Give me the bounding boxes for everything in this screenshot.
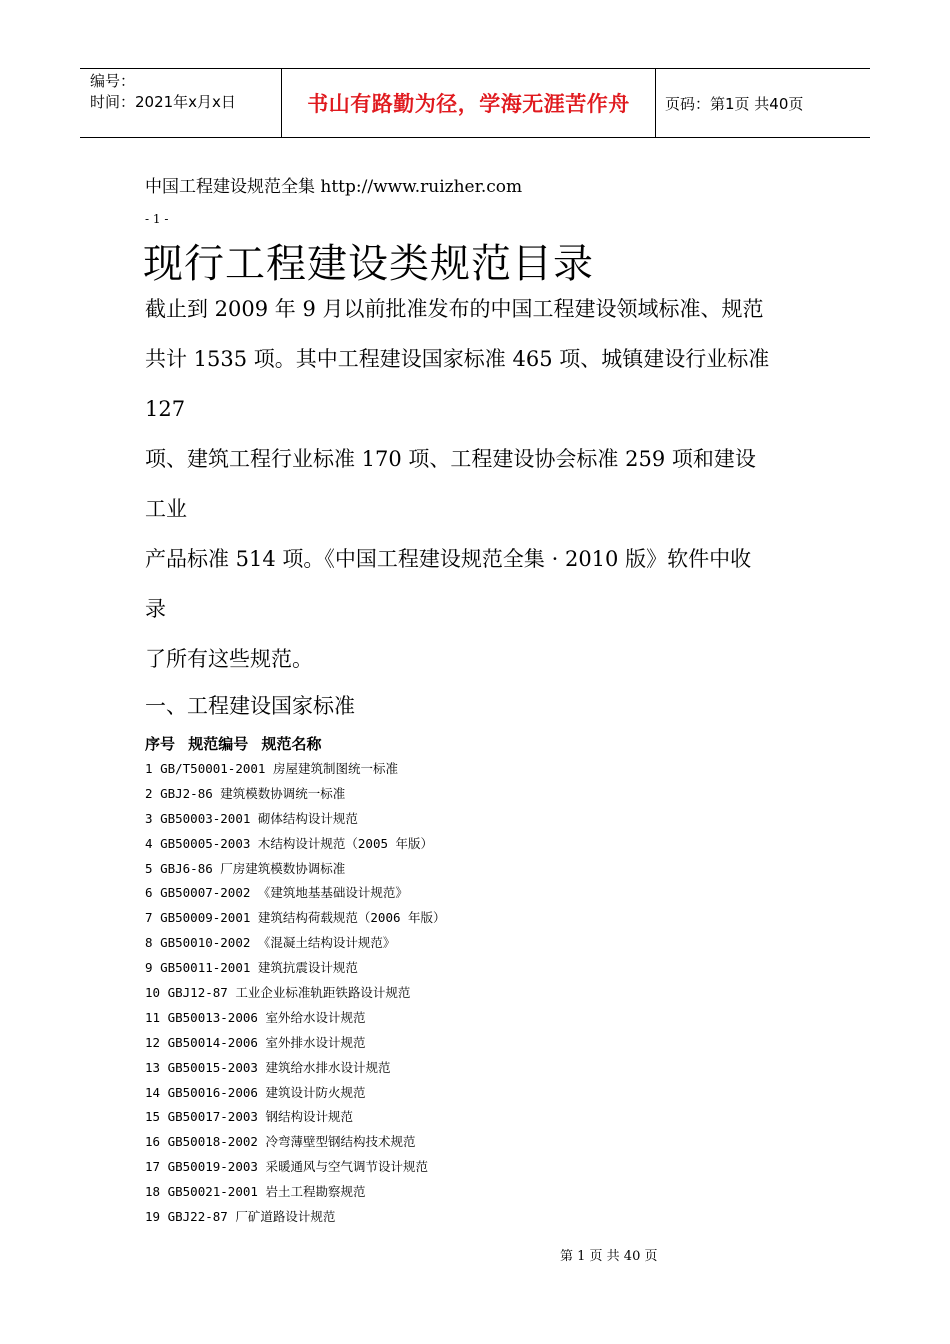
list-item [145,1057,446,1082]
list-item-code: GB50016-2006 [167,1084,258,1100]
list-item-no: 8 [145,935,153,951]
list-item-no: 3 [145,810,153,826]
list-item-no: 2 [145,785,153,801]
list-item-no: 17 [145,1159,161,1175]
list-item-no: 19 [145,1209,161,1225]
list-item-name: 厂矿道路设计规范 [235,1209,336,1225]
intro-line: 工业 [145,497,187,521]
list-item-name: 室外给水设计规范 [265,1009,366,1025]
intro-line: 截止到 2009 年 9 月以前批准发布的中国工程建设领域标准、规范 [145,297,764,321]
list-item [145,907,446,932]
list-item-code: GB50018-2002 [167,1134,258,1150]
list-item-name: 《混凝土结构设计规范》 [257,935,396,951]
site-line: 中国工程建设规范全集 http://www.ruizher.com [145,177,523,197]
list-item-name: 采暖通风与空气调节设计规范 [265,1159,428,1175]
number-label: 编号： [90,72,136,90]
list-item-code: GB50014-2006 [167,1034,258,1050]
intro-line: 共计 1535 项。其中工程建设国家标准 465 项、城镇建设行业标准 [145,347,770,371]
list-item [145,1131,446,1156]
intro-paragraph [145,288,845,688]
list-item-code: GBJ2-86 [160,785,213,801]
list-item-code: GB50003-2001 [160,810,251,826]
list-item-name: 建筑给水排水设计规范 [265,1059,391,1075]
list-item-code: GB50013-2006 [167,1009,258,1025]
list-item-no: 11 [145,1009,161,1025]
list-item-no: 13 [145,1059,161,1075]
list-item-name: 建筑模数协调统一标准 [220,785,346,801]
header-slogan: 书山有路勤为径，学海无涯苦作舟 [281,69,656,137]
list-item [145,982,446,1007]
list-item-name: 木结构设计规范（2005 年版） [257,835,434,851]
list-item-no: 4 [145,835,153,851]
list-item-name: 建筑设计防火规范 [265,1084,366,1100]
list-item-code: GB50017-2003 [167,1109,258,1125]
page-header [80,68,870,138]
list-item [145,1156,446,1181]
list-item-no: 15 [145,1109,161,1125]
list-item [145,1032,446,1057]
section-title: 一、工程建设国家标准 [145,694,355,718]
list-item-code: GBJ12-87 [167,985,228,1001]
list-item-name: 《建筑地基基础设计规范》 [257,885,408,901]
list-item [145,1106,446,1131]
list-item-code: GB50005-2003 [160,835,251,851]
list-item [145,1181,446,1206]
list-item-name: 室外排水设计规范 [265,1034,366,1050]
column-headers [145,733,330,754]
list-item [145,758,446,783]
page-mark: - 1 - [145,212,169,226]
list-item-code: GB50011-2001 [160,960,251,976]
intro-line: 录 [145,597,166,621]
list-item [145,882,446,907]
list-item-no: 5 [145,860,153,876]
list-item-name: 钢结构设计规范 [265,1109,353,1125]
list-item [145,932,446,957]
list-item [145,858,446,883]
list-item [145,1007,446,1032]
list-item [145,957,446,982]
list-item-code: GB50019-2003 [167,1159,258,1175]
list-item [145,808,446,833]
list-item [145,833,446,858]
column-header-code: 规范编号 [188,735,249,753]
standards-list [145,758,446,1231]
page-footer: 第 1 页 共 40 页 [560,1249,658,1264]
list-item [145,1206,446,1231]
list-item-name: 厂房建筑模数协调标准 [220,860,346,876]
intro-line: 项、建筑工程行业标准 170 项、工程建设协会标准 259 项和建设 [145,447,756,471]
list-item-name: 建筑抗震设计规范 [257,960,358,976]
list-item-no: 16 [145,1134,161,1150]
list-item-no: 18 [145,1184,161,1200]
list-item-no: 14 [145,1084,161,1100]
column-header-no: 序号 [145,735,176,753]
list-item-no: 7 [145,910,153,926]
list-item-name: 房屋建筑制图统一标准 [272,761,398,776]
header-meta [80,69,280,137]
list-item-name: 岩土工程勘察规范 [265,1184,366,1200]
list-item-code: GB50021-2001 [167,1184,258,1200]
header-page-info: 页码：第1页 共40页 [665,94,804,113]
time-label: 时间：2021年x月x日 [90,93,236,111]
document-title: 现行工程建设类规范目录 [143,241,594,287]
list-item-code: GB50007-2002 [160,885,251,901]
list-item-no: 6 [145,885,153,901]
list-item-code: GB50010-2002 [160,935,251,951]
column-header-name: 规范名称 [261,735,322,753]
list-item-name: 工业企业标准轨距铁路设计规范 [235,985,411,1001]
list-item [145,783,446,808]
list-item-no: 12 [145,1034,161,1050]
list-item [145,1082,446,1107]
list-item-name: 冷弯薄壁型钢结构技术规范 [265,1134,416,1150]
intro-line: 产品标准 514 项。《中国工程建设规范全集 · 2010 版》软件中收 [145,547,752,571]
list-item-code: GB50015-2003 [167,1059,258,1075]
list-item-name: 砌体结构设计规范 [257,810,358,826]
intro-line: 了所有这些规范。 [145,647,313,671]
list-item-code: GB50009-2001 [160,910,251,926]
list-item-code: GBJ6-86 [160,860,213,876]
list-item-code: GBJ22-87 [167,1209,228,1225]
list-item-name: 建筑结构荷载规范（2006 年版） [257,910,446,926]
list-item-no: 10 [145,985,161,1001]
list-item-no: 1 [145,761,153,776]
list-item-code: GB/T50001-2001 [160,761,266,776]
intro-line: 127 [145,397,186,421]
list-item-no: 9 [145,960,153,976]
